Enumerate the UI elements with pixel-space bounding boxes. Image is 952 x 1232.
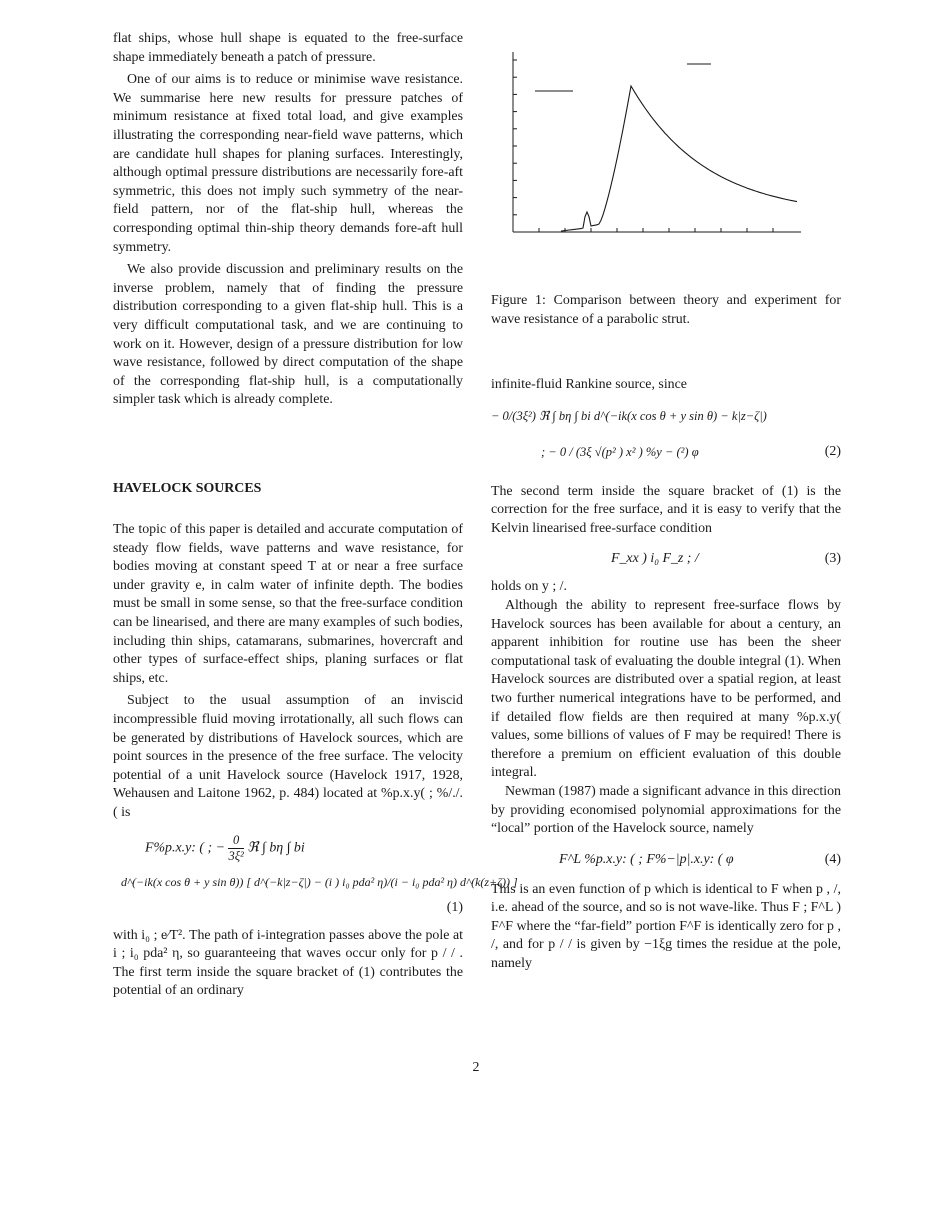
eq1-lhs: F%p.x.y: ( ; − bbox=[145, 840, 225, 856]
left-para-4: The topic of this paper is detailed and accurate computation of steady flow fields, wave patterns and wave resistance, for bodies moving at constant speed T at or near a free surface under gravity e, in calm water of infinite depth. The bodies must be small in some sense, so that the free-surface condition can be linearised, and there are many examples of such bodies, including thin ships, catamarans, submarines, hovercraft and other types of surface-effect ships, planing surfaces or flat ships, etc. bbox=[113, 522, 463, 686]
eq2-line1-text: − 0/(3ξ²) ℜ ∫ bη ∫ bi d^(−ik(x cos θ + y sin θ) − k|z−ζ|) bbox=[491, 408, 767, 423]
eq3-number: (3) bbox=[824, 551, 841, 567]
eq4-number: (4) bbox=[824, 851, 841, 867]
eq1-rest: ℜ ∫ bη ∫ bi bbox=[247, 840, 305, 856]
left-para-6: with i₀ ; e⁄T². The path of i-integration passes above the pole at i ; i₀ pda² η, so guaranteeing that waves occur only for p / / . The first term inside the square bracket of (1) contributes the potential of an ordinary bbox=[113, 927, 463, 999]
left-para-5: Subject to the usual assumption of an inviscid incompressible fluid moving irrotationally, all such flows can be generated by distributions of Havelock sources, which are point sources in the presence of the free surface. The velocity potential of a unit Havelock source (Havelock 1917, 1928, Wehausen and Laitone 1962, p. 484) located at %p.x.y( ; %/./. ( is bbox=[113, 693, 463, 820]
eq1-number: (1) bbox=[446, 899, 463, 915]
right-para-6: This is an even function of p which is identical to F when p , /, i.e. ahead of the source, and so is not wave-like. Thus F ; F^L ) F^F where the “far-field” portion F^F is identically zero for p , /, and for p / / is given by −1ξg times the residue at the pole, namely bbox=[491, 881, 841, 972]
equation-1-number-row bbox=[113, 899, 463, 917]
figure-ticks bbox=[513, 60, 773, 232]
figure-1-plot bbox=[491, 30, 841, 270]
right-para-1: infinite-fluid Rankine source, since bbox=[491, 377, 687, 392]
eq2-line2-text: ; − 0 / (3ξ √(p² ) x² ) %y − (²) φ bbox=[541, 444, 699, 459]
right-para-4: Although the ability to represent free-surface flows by Havelock sources has been available for about a century, an apparent inhibition for routine use has been the sheer computational task of evaluating the double integral (1). When Havelock sources are distributed over a spatial region, at least two further numerical integrations have to be performed, and if detailed flow fields are then required at many %p.x.y( values, some billions of values of F may be required! There is therefore a premium on efficient evaluation of this double integral. bbox=[491, 597, 841, 781]
eq1-fraction bbox=[228, 833, 243, 864]
equation-1-line-1 bbox=[113, 833, 463, 873]
eq1-frac-den: 3ξ² bbox=[228, 848, 244, 863]
right-lower-block bbox=[491, 376, 841, 974]
eq3-text: F_xx ) i₀ F_z ; / bbox=[611, 551, 699, 567]
left-para-2: One of our aims is to reduce or minimise wave resistance. We summarise here new results for pressure patches of minimum resistance at fixed total load, and give examples illustrating the corresponding near-field wave patterns, which are candidate hull shapes for planing surfaces. Interestingly, although optimal pressure distributions are necessarily fore-aft symmetric, this does not imply such symmetry of the near-field pattern, nor of the flat-ship hull, whereas the corresponding optimal thin-ship theory demands fore-aft hull symmetry. bbox=[113, 72, 463, 255]
left-para-3: We also provide discussion and preliminary results on the inverse problem, namely that of finding the pressure distribution corresponding to a given flat-ship hull. This is a very difficult computational task, and we are continuing to work on it. However, design of a pressure distribution for low wave resistance, followed by direct computation of the shape of the corresponding flat-ship hull, is a computationally simpler task which is already complete. bbox=[113, 262, 463, 408]
right-para-5: Newman (1987) made a significant advance in this direction by providing economised polynomial approximations for the “local” portion of the Havelock source, namely bbox=[491, 783, 841, 837]
page-number: 2 bbox=[472, 1060, 480, 1075]
resistance-curve bbox=[561, 86, 797, 231]
left-para-1: flat ships, whose hull shape is equated to the free-surface shape immediately beneath a patch of pressure. bbox=[113, 31, 463, 65]
eq4-text: F^L %p.x.y: ( ; F%−|p|.x.y: ( φ bbox=[559, 851, 734, 867]
eq2-number: (2) bbox=[824, 443, 841, 459]
eq1-frac-num: 0 bbox=[228, 833, 243, 849]
equation-2-line-2 bbox=[491, 443, 841, 483]
equation-3 bbox=[491, 550, 841, 578]
right-para-2: The second term inside the square bracket of (1) is the correction for the free surface, and it is easy to verify that the Kelvin linearised free-surface condition bbox=[491, 483, 841, 536]
eq1-line2-text: d^(−ik(x cos θ + y sin θ)) [ d^(−k|z−ζ|) − (i ) i₀ pda² η)/(i − i₀ pda² η) d^(k(z+ζ)) ] bbox=[121, 874, 518, 889]
left-column bbox=[113, 30, 518, 999]
equation-1-line-2 bbox=[113, 873, 518, 899]
equation-2-line-1 bbox=[491, 407, 841, 443]
figure-axes bbox=[513, 52, 801, 232]
figure-1-caption: Figure 1: Comparison between theory and experiment for wave resistance of a parabolic strut. bbox=[491, 293, 841, 327]
section-heading: HAVELOCK SOURCES bbox=[113, 481, 262, 496]
left-lower-block bbox=[113, 521, 518, 1001]
equation-4 bbox=[491, 851, 841, 881]
right-para-3: holds on y ; /. bbox=[491, 579, 568, 595]
